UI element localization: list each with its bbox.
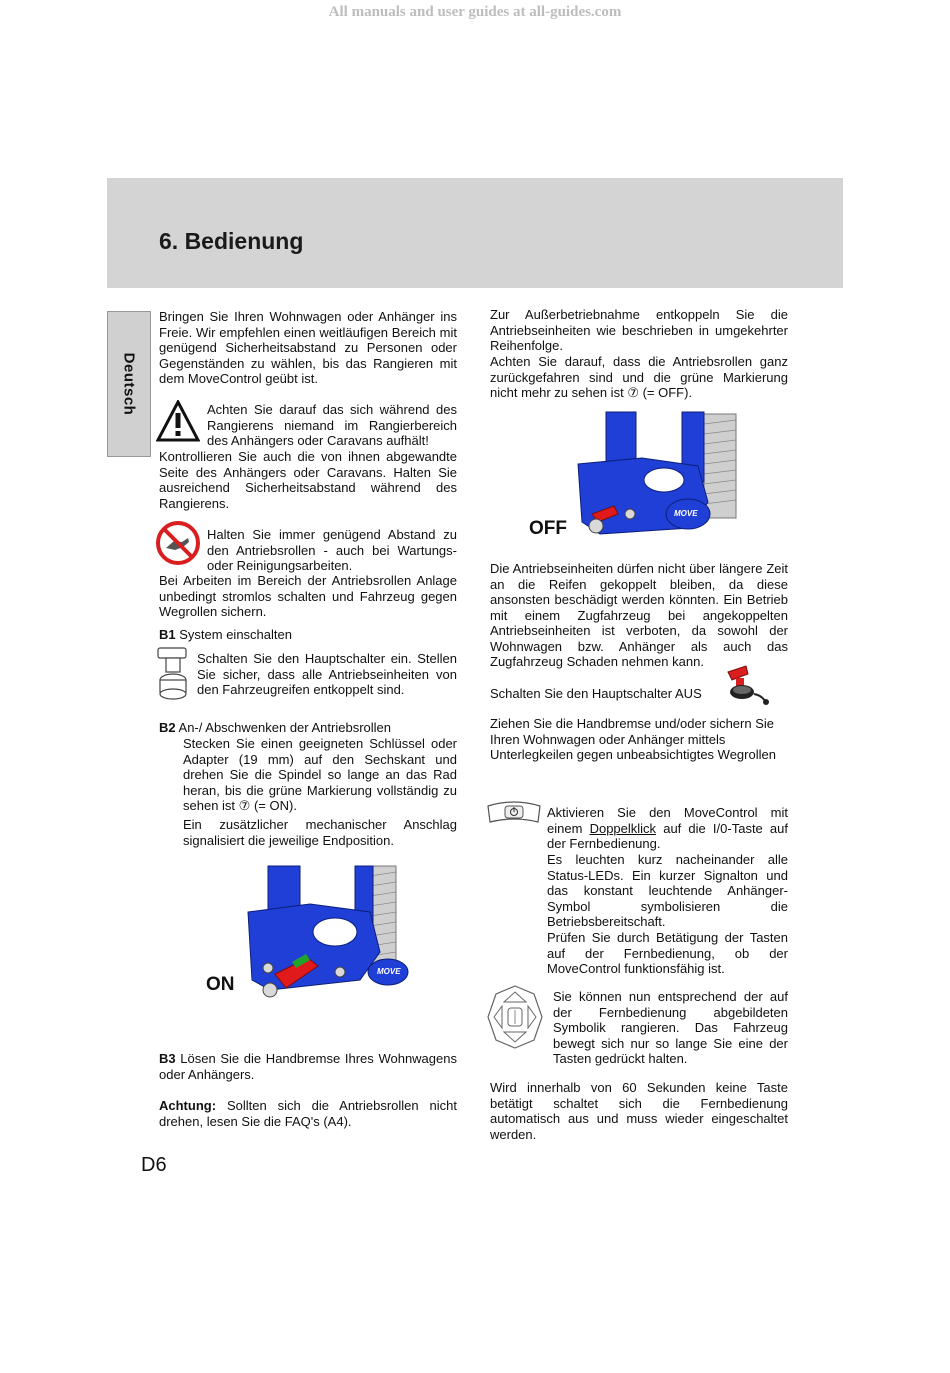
remote-control-icon bbox=[486, 984, 544, 1050]
language-tab-label: Deutsch bbox=[120, 352, 138, 416]
right-paragraph-3: Die Antriebseinheiten dürfen nicht über längere Zeit an die Reifen gekoppelt bleiben, da diese ansonsten beschädigt werden könnten. Ein Betrieb mit einem Zugfahrzeug bei angekoppelten Antriebseinheiten ist verboten, da sowohl der Wohnwagen bzw. Anhänger als auch das Zugfahrzeug Schaden nehmen kann. bbox=[490, 561, 788, 669]
right-paragraph-8: Prüfen Sie durch Betätigung der Tasten auf der Fernbedienung, ob der MoveControl funktionsfähig ist. bbox=[547, 930, 788, 976]
b2-text-2: (= ON). bbox=[253, 798, 297, 813]
mover-on-logo: MOVE bbox=[377, 967, 401, 976]
right-p2b: (= OFF). bbox=[642, 385, 693, 400]
off-marker-symbol: ⑦ bbox=[627, 385, 639, 400]
warning-triangle-icon bbox=[156, 400, 200, 442]
section-b1-heading bbox=[159, 627, 457, 643]
warning-2-detail: Bei Arbeiten im Bereich der Antriebsrollen Anlage unbedingt stromlos schalten und Fahrzeug gegen Wegrollen sichern. bbox=[159, 573, 457, 619]
achtung-note bbox=[159, 1098, 457, 1129]
right-p2a: Achten Sie darauf, dass die Antriebsrollen ganz zurückgefahren sind und die grüne Markierung nicht mehr zu sehen ist bbox=[490, 354, 788, 400]
right-paragraph-1: Zur Außerbetriebnahme entkoppeln Sie die Antriebseinheiten wie beschrieben in umgekehrter Reihenfolge. bbox=[490, 307, 788, 353]
marker-symbol: ⑦ bbox=[238, 798, 251, 813]
right-p6a: Aktivieren Sie den MoveControl mit einem bbox=[547, 805, 788, 836]
right-paragraph-2 bbox=[490, 354, 788, 401]
mover-on-illustration bbox=[240, 862, 415, 1004]
section-b2-heading bbox=[159, 720, 457, 736]
b1-text: Schalten Sie den Hauptschalter ein. Stellen Sie sicher, dass alle Antriebseinheiten von den Fahrzeugreifen entkoppelt sind. bbox=[197, 651, 457, 697]
page-number: D6 bbox=[141, 1154, 167, 1176]
achtung-label: Achtung: bbox=[159, 1098, 217, 1113]
right-paragraph-4: Schalten Sie den Hauptschalter AUS bbox=[490, 686, 702, 701]
b3-label: B3 bbox=[159, 1051, 176, 1066]
page-title: 6. Bedienung bbox=[159, 228, 304, 254]
b2-text-3: Ein zusätzlicher mechanischer Anschlag signalisiert die jeweilige Endposition. bbox=[183, 817, 457, 848]
on-label: ON bbox=[206, 974, 235, 995]
b2-text-1: Stecken Sie einen geeigneten Schlüssel oder Adapter (19 mm) auf den Sechskant und drehen Sie die Spindel so lange an das Rad heran, bis die grüne Markierung vollständig zu sehen ist bbox=[183, 736, 457, 813]
mover-off-logo: MOVE bbox=[674, 509, 698, 518]
power-button-icon bbox=[486, 800, 542, 826]
off-label: OFF bbox=[529, 518, 567, 539]
header-band bbox=[107, 178, 843, 288]
b3-text: Lösen Sie die Handbremse Ihres Wohnwagens oder Anhängers. bbox=[159, 1051, 457, 1082]
right-p6b: auf die I/0-Taste auf der Fernbedienung. bbox=[547, 820, 788, 851]
right-paragraph-6 bbox=[547, 805, 788, 852]
warning-2-main: Halten Sie immer genügend Abstand zu den Antriebsrollen - auch bei Wartungs- oder Reinigungsarbeiten. bbox=[207, 527, 457, 573]
b1-title: System einschalten bbox=[179, 627, 292, 642]
watermark: All manuals and user guides at all-guides.com bbox=[328, 4, 622, 20]
mover-off-illustration bbox=[572, 410, 742, 540]
b1-label: B1 bbox=[159, 627, 176, 642]
doppelklick-text: Doppelklick bbox=[589, 820, 657, 836]
main-switch-off-icon bbox=[724, 664, 772, 706]
warning-1-detail: Kontrollieren Sie auch die von ihnen abgewandte Seite des Anhängers oder Caravans. Halten Sie ausreichend Sicherheitsabstand während des Rangierens. bbox=[159, 449, 457, 511]
no-hands-prohibition-icon bbox=[155, 520, 201, 566]
language-tab bbox=[107, 311, 151, 457]
right-paragraph-10: Wird innerhalb von 60 Sekunden keine Taste betätigt schaltet sich die Fernbedienung automatisch aus und muss wieder eingeschaltet werden. bbox=[490, 1080, 788, 1142]
right-paragraph-5: Ziehen Sie die Handbremse und/oder sichern Sie Ihren Wohnwagen oder Anhänger mittels Unterlegkeilen gegen unbeabsichtigtes Wegrollen bbox=[490, 716, 776, 762]
intro-paragraph: Bringen Sie Ihren Wohnwagen oder Anhänger ins Freie. Wir empfehlen einen weitläufigen Bereich mit genügend Sicherheitsabstand zu Personen oder Gegenständen zu wählen, bis das Rangieren mit dem MoveControl geübt ist. bbox=[159, 309, 457, 386]
right-paragraph-7: Es leuchten kurz nacheinander alle Status-LEDs. Ein kurzer Signalton und das konstant leuchtende Anhänger-Symbol symbolisieren die Betriebsbereitschaft. bbox=[547, 852, 788, 929]
b2-label: B2 bbox=[159, 720, 176, 735]
section-b3 bbox=[159, 1051, 457, 1082]
warning-1-main: Achten Sie darauf das sich während des Rangierens niemand im Rangierbereich des Anhängers oder Caravans aufhält! bbox=[207, 402, 457, 448]
b2-title: An-/ Abschwenken der Antriebsrollen bbox=[178, 720, 391, 735]
right-paragraph-9: Sie können nun entsprechend der auf der Fernbedienung abgebildeten Symbolik rangieren. Das Fahrzeug bewegt sich nur so lange Sie eine der Tasten gedrückt halten. bbox=[553, 989, 788, 1066]
achtung-text: Sollten sich die Antriebsrollen nicht drehen, lesen Sie die FAQ's (A4). bbox=[159, 1098, 457, 1129]
main-switch-icon bbox=[156, 646, 190, 702]
b2-text bbox=[183, 736, 457, 814]
